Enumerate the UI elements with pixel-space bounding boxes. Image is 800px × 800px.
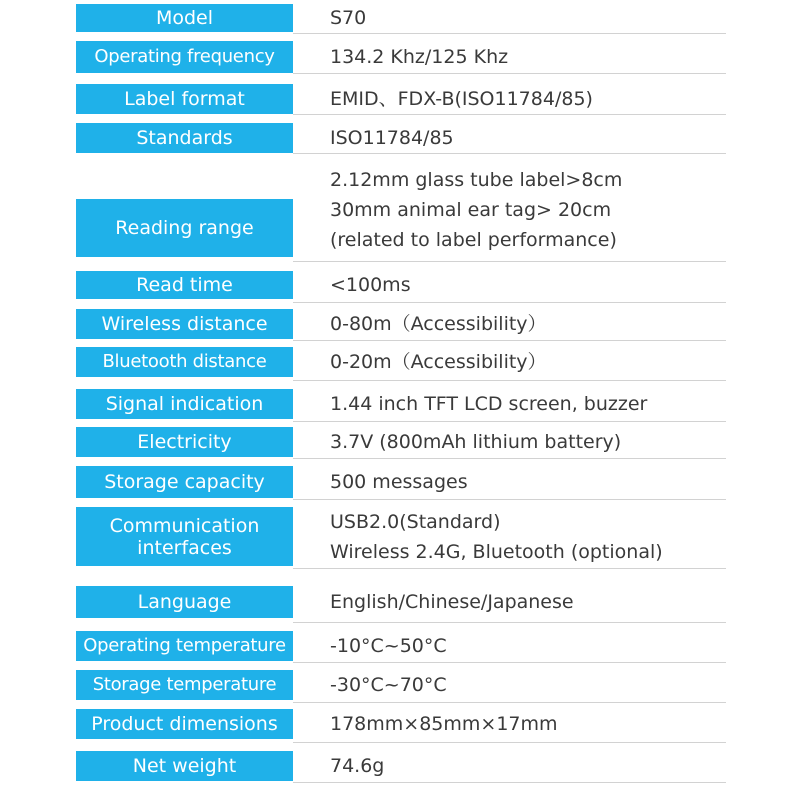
spec-value — [330, 41, 726, 73]
row-divider — [293, 261, 726, 262]
spec-value — [330, 389, 726, 419]
spec-label: Wireless distance — [76, 309, 293, 339]
spec-value-line: Wireless 2.4G, Bluetooth (optional) — [330, 540, 663, 563]
row-divider — [293, 340, 726, 341]
spec-label: Storage temperature — [76, 670, 293, 700]
spec-label: Operating frequency — [76, 41, 293, 73]
spec-value — [330, 631, 726, 661]
spec-value-line: -10°C~50°C — [330, 635, 447, 657]
row-divider — [293, 153, 726, 154]
spec-label: Reading range — [76, 199, 293, 257]
spec-value — [330, 466, 726, 498]
spec-value-line: S70 — [330, 7, 367, 29]
spec-value-line: 0-20m（Accessibility） — [330, 351, 547, 373]
spec-value-line: 2.12mm glass tube label>8cm — [330, 168, 623, 191]
row-divider — [293, 742, 726, 743]
spec-value-line: 134.2 Khz/125 Khz — [330, 46, 509, 68]
spec-value — [330, 586, 726, 618]
spec-label: Bluetooth distance — [76, 347, 293, 377]
spec-label: Electricity — [76, 427, 293, 457]
spec-value-line: USB2.0(Standard) — [330, 510, 501, 533]
spec-value-line: 500 messages — [330, 471, 468, 493]
spec-value-line: -30°C~70°C — [330, 674, 447, 696]
row-divider — [293, 421, 726, 422]
row-divider — [293, 380, 726, 381]
spec-value-line: EMID、FDX-B(ISO11784/85) — [330, 88, 593, 110]
spec-label: Language — [76, 586, 293, 618]
spec-label: Label format — [76, 84, 293, 114]
spec-value — [330, 709, 726, 739]
spec-label: Product dimensions — [76, 709, 293, 739]
spec-value-line: 30mm animal ear tag> 20cm — [330, 198, 612, 221]
spec-value-line: 178mm×85mm×17mm — [330, 713, 558, 735]
row-divider — [293, 33, 726, 34]
spec-value — [330, 123, 726, 153]
spec-value — [330, 309, 726, 339]
spec-label: Net weight — [76, 751, 293, 781]
row-divider — [293, 662, 726, 663]
spec-value — [330, 84, 726, 114]
spec-label: Read time — [76, 271, 293, 299]
spec-value-line: (related to label performance) — [330, 228, 617, 251]
row-divider — [293, 114, 726, 115]
spec-value — [330, 670, 726, 700]
row-divider — [293, 499, 726, 500]
spec-value — [330, 163, 726, 256]
spec-value-line: English/Chinese/Japanese — [330, 591, 574, 613]
row-divider — [293, 568, 726, 569]
spec-label: Standards — [76, 123, 293, 153]
spec-value-line: 3.7V (800mAh lithium battery) — [330, 431, 622, 453]
spec-value — [330, 427, 726, 457]
spec-value — [330, 4, 726, 32]
spec-value-line: 74.6g — [330, 755, 385, 777]
spec-value — [330, 751, 726, 781]
spec-label: Signal indication — [76, 389, 293, 419]
row-divider — [293, 458, 726, 459]
row-divider — [293, 302, 726, 303]
row-divider — [293, 782, 726, 783]
spec-label: Communication interfaces — [76, 507, 293, 566]
spec-value-line: ISO11784/85 — [330, 127, 454, 149]
spec-value — [330, 347, 726, 377]
row-divider — [293, 622, 726, 623]
spec-value-line: 1.44 inch TFT LCD screen, buzzer — [330, 393, 648, 415]
spec-value — [330, 271, 726, 299]
spec-label: Storage capacity — [76, 466, 293, 498]
spec-value-line: <100ms — [330, 274, 411, 296]
spec-value-line: 0-80m（Accessibility） — [330, 313, 547, 335]
spec-value — [330, 507, 726, 566]
spec-label: Operating temperature — [76, 631, 293, 661]
spec-label: Model — [76, 4, 293, 32]
row-divider — [293, 702, 726, 703]
row-divider — [293, 73, 726, 74]
